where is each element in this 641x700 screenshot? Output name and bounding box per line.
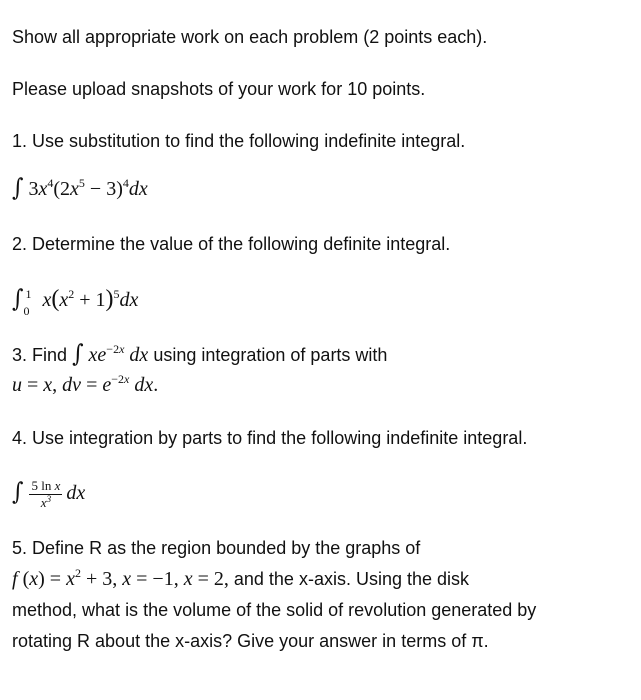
problem-3-substitution: u = x, dv = $e^{-2x}$ dx. [12,372,159,396]
problem-5-line-2 [12,568,469,590]
problem-2-text: Determine the value of the following definite integral. [32,234,451,254]
fraction: $\frac{\text{5 ln x}}{x^3}$ [31,477,61,510]
problem-4-number: 4. [12,428,28,448]
problem-5-function: f $(x) = x^2 + 3$, x = −1, x = 2, [12,566,229,590]
problem-5-line-3: method, what is the volume of the solid of revolution generated by [12,600,537,620]
problem-5-text-4: rotating R about the x-axis? Give your answer in terms of π. [12,631,489,651]
problem-1-expression: ∫ $3x^4(2x^5 - 3)^4dx$ [12,174,148,203]
problem-3-expression: ∫ $xe^{-2x}$ dx [72,340,149,369]
problem-3-number: 3. [12,345,28,365]
problem-2-number: 2. [12,234,28,254]
problem-1-statement [12,130,465,152]
problem-5-number: 5. [12,538,28,558]
problem-3-text-a: Find [32,345,68,365]
problem-1-number: 1. [12,131,28,151]
problem-2-statement [12,233,450,255]
problem-5-text-1: Define R as the region bounded by the graphs of [32,538,421,558]
problem-3-statement [12,340,388,369]
problem-5-line-4 [12,630,489,652]
problem-4-expression: ∫ $\frac{\text{5 ln x}}{x^3}$ dx [12,477,86,510]
problem-5-line-1 [12,537,420,559]
problem-2-expression: ∫ 1 0 $x(x^2 + 1)^5dx$ [12,285,139,319]
upload-instructions: Please upload snapshots of your work for 10 points. [12,79,426,99]
problem-1-text: Use substitution to find the following indefinite integral. [32,131,466,151]
instructions-line: Show all appropriate work on each problem (2 points each). [12,27,488,47]
problem-4-text: Use integration by parts to find the following indefinite integral. [32,428,528,448]
problem-3-text-b: using integration of parts with [153,345,388,365]
problem-4-statement [12,427,527,449]
problem-5-text-2: and the x-axis. Using the disk [233,569,470,589]
